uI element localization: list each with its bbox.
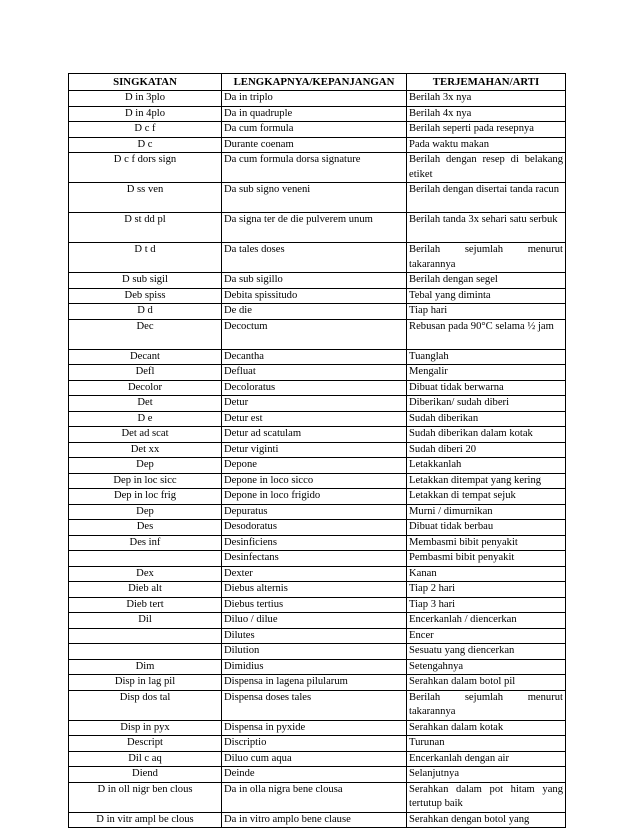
cell-abbreviation: D in oll nigr ben clous	[69, 782, 222, 812]
cell-abbreviation: D e	[69, 411, 222, 427]
table-row	[69, 767, 566, 783]
cell-translation: Tuanglah	[407, 349, 566, 365]
table-row	[69, 520, 566, 536]
cell-translation: Letakkan di tempat sejuk	[407, 489, 566, 505]
cell-translation: Tiap 3 hari	[407, 597, 566, 613]
cell-abbreviation: D t d	[69, 243, 222, 273]
cell-abbreviation: Dep	[69, 504, 222, 520]
cell-full-form: Discriptio	[222, 736, 407, 752]
cell-full-form: Dispensa in pyxide	[222, 720, 407, 736]
cell-abbreviation: Dieb tert	[69, 597, 222, 613]
cell-full-form: Da signa ter de die pulverem unum	[222, 213, 407, 243]
table-row	[69, 690, 566, 720]
cell-full-form: Diluo cum aqua	[222, 751, 407, 767]
cell-translation: Murni / dimurnikan	[407, 504, 566, 520]
cell-abbreviation: D c	[69, 137, 222, 153]
cell-full-form: Decantha	[222, 349, 407, 365]
table-row	[69, 582, 566, 598]
cell-translation: Berilah tanda 3x sehari satu serbuk	[407, 213, 566, 243]
cell-abbreviation: D in vitr ampl be clous	[69, 812, 222, 828]
cell-abbreviation: D in 4plo	[69, 106, 222, 122]
cell-translation: Pada waktu makan	[407, 137, 566, 153]
cell-translation: Letakkanlah	[407, 458, 566, 474]
cell-full-form: Da cum formula dorsa signature	[222, 153, 407, 183]
header-full-form: LENGKAPNYA/KEPANJANGAN	[222, 74, 407, 91]
cell-abbreviation	[69, 644, 222, 660]
cell-full-form: Decoctum	[222, 319, 407, 349]
table-row	[69, 137, 566, 153]
table-row	[69, 644, 566, 660]
cell-full-form: Diebus alternis	[222, 582, 407, 598]
cell-abbreviation: Disp in pyx	[69, 720, 222, 736]
table-header-row	[69, 74, 566, 91]
table-row	[69, 349, 566, 365]
cell-abbreviation: Deb spiss	[69, 288, 222, 304]
table-row	[69, 613, 566, 629]
cell-abbreviation: Det xx	[69, 442, 222, 458]
cell-translation: Berilah 3x nya	[407, 91, 566, 107]
cell-translation: Membasmi bibit penyakit	[407, 535, 566, 551]
cell-full-form: Detur	[222, 396, 407, 412]
cell-translation: Serahkan dalam kotak	[407, 720, 566, 736]
table-row	[69, 504, 566, 520]
cell-abbreviation: D in 3plo	[69, 91, 222, 107]
cell-full-form: Depone in loco sicco	[222, 473, 407, 489]
cell-full-form: Da in olla nigra bene clousa	[222, 782, 407, 812]
cell-translation: Serahkan dalam pot hitam yang tertutup baik	[407, 782, 566, 812]
cell-translation: Dibuat tidak berwarna	[407, 380, 566, 396]
table-row	[69, 782, 566, 812]
cell-full-form: Detur est	[222, 411, 407, 427]
cell-translation: Pembasmi bibit penyakit	[407, 551, 566, 567]
cell-abbreviation: Des	[69, 520, 222, 536]
cell-abbreviation: Dep	[69, 458, 222, 474]
cell-translation: Berilah sejumlah menurut takarannya	[407, 690, 566, 720]
table-row	[69, 812, 566, 828]
cell-translation: Berilah sejumlah menurut takarannya	[407, 243, 566, 273]
table-row	[69, 319, 566, 349]
cell-translation: Tiap hari	[407, 304, 566, 320]
table-row	[69, 365, 566, 381]
header-translation: TERJEMAHAN/ARTI	[407, 74, 566, 91]
cell-translation: Diberikan/ sudah diberi	[407, 396, 566, 412]
table-row	[69, 566, 566, 582]
cell-translation: Encerkanlah dengan air	[407, 751, 566, 767]
cell-translation: Tebal yang diminta	[407, 288, 566, 304]
cell-abbreviation: Decolor	[69, 380, 222, 396]
cell-translation: Turunan	[407, 736, 566, 752]
cell-abbreviation: Disp in lag pil	[69, 675, 222, 691]
cell-full-form: Da in vitro amplo bene clause	[222, 812, 407, 828]
cell-abbreviation: Dil c aq	[69, 751, 222, 767]
table-row	[69, 736, 566, 752]
table-row	[69, 489, 566, 505]
cell-abbreviation: D c f	[69, 122, 222, 138]
cell-abbreviation: Disp dos tal	[69, 690, 222, 720]
cell-translation: Berilah dengan segel	[407, 273, 566, 289]
cell-full-form: Depone in loco frigido	[222, 489, 407, 505]
cell-translation: Encerkanlah / diencerkan	[407, 613, 566, 629]
table-row	[69, 535, 566, 551]
table-row	[69, 628, 566, 644]
table-row	[69, 597, 566, 613]
cell-abbreviation: Dieb alt	[69, 582, 222, 598]
cell-abbreviation: Dil	[69, 613, 222, 629]
cell-abbreviation: Des inf	[69, 535, 222, 551]
cell-full-form: Dilution	[222, 644, 407, 660]
cell-full-form: Detur ad scatulam	[222, 427, 407, 443]
cell-abbreviation: Dec	[69, 319, 222, 349]
cell-full-form: Desinfectans	[222, 551, 407, 567]
cell-full-form: De die	[222, 304, 407, 320]
table-row	[69, 380, 566, 396]
cell-full-form: Defluat	[222, 365, 407, 381]
cell-abbreviation: Diend	[69, 767, 222, 783]
cell-translation: Serahkan dengan botol yang	[407, 812, 566, 828]
cell-full-form: Da cum formula	[222, 122, 407, 138]
table-row	[69, 106, 566, 122]
header-abbreviation: SINGKATAN	[69, 74, 222, 91]
cell-full-form: Da in quadruple	[222, 106, 407, 122]
cell-translation: Berilah dengan resep di belakang etiket	[407, 153, 566, 183]
cell-translation: Tiap 2 hari	[407, 582, 566, 598]
table-row	[69, 427, 566, 443]
abbreviation-table	[68, 73, 566, 828]
cell-full-form: Desinficiens	[222, 535, 407, 551]
cell-abbreviation: Decant	[69, 349, 222, 365]
cell-translation: Letakkan ditempat yang kering	[407, 473, 566, 489]
cell-translation: Setengahnya	[407, 659, 566, 675]
cell-abbreviation: Dep in loc sicc	[69, 473, 222, 489]
table-row	[69, 304, 566, 320]
table-row	[69, 411, 566, 427]
cell-translation: Selanjutnya	[407, 767, 566, 783]
cell-full-form: Dispensa in lagena pilularum	[222, 675, 407, 691]
cell-translation: Encer	[407, 628, 566, 644]
cell-abbreviation	[69, 628, 222, 644]
cell-abbreviation	[69, 551, 222, 567]
cell-full-form: Dispensa doses tales	[222, 690, 407, 720]
table-row	[69, 675, 566, 691]
cell-full-form: Depone	[222, 458, 407, 474]
cell-abbreviation: Descript	[69, 736, 222, 752]
table-row	[69, 273, 566, 289]
cell-abbreviation: Det ad scat	[69, 427, 222, 443]
cell-translation: Mengalir	[407, 365, 566, 381]
cell-translation: Berilah seperti pada resepnya	[407, 122, 566, 138]
cell-full-form: Diluo / dilue	[222, 613, 407, 629]
cell-full-form: Durante coenam	[222, 137, 407, 153]
cell-full-form: Deinde	[222, 767, 407, 783]
table-row	[69, 122, 566, 138]
cell-full-form: Dexter	[222, 566, 407, 582]
cell-full-form: Da sub signo veneni	[222, 183, 407, 213]
table-row	[69, 751, 566, 767]
table-row	[69, 551, 566, 567]
cell-full-form: Detur viginti	[222, 442, 407, 458]
cell-full-form: Diebus tertius	[222, 597, 407, 613]
cell-abbreviation: D sub sigil	[69, 273, 222, 289]
cell-abbreviation: Det	[69, 396, 222, 412]
cell-full-form: Debita spissitudo	[222, 288, 407, 304]
cell-full-form: Dimidius	[222, 659, 407, 675]
cell-abbreviation: D c f dors sign	[69, 153, 222, 183]
table-row	[69, 473, 566, 489]
cell-full-form: Da in triplo	[222, 91, 407, 107]
cell-full-form: Decoloratus	[222, 380, 407, 396]
cell-abbreviation: D st dd pl	[69, 213, 222, 243]
cell-translation: Rebusan pada 90°C selama ½ jam	[407, 319, 566, 349]
table-row	[69, 183, 566, 213]
cell-full-form: Da tales doses	[222, 243, 407, 273]
cell-translation: Serahkan dalam botol pil	[407, 675, 566, 691]
cell-abbreviation: Dim	[69, 659, 222, 675]
cell-translation: Sesuatu yang diencerkan	[407, 644, 566, 660]
cell-full-form: Depuratus	[222, 504, 407, 520]
table-row	[69, 288, 566, 304]
cell-translation: Sudah diberi 20	[407, 442, 566, 458]
cell-translation: Dibuat tidak berbau	[407, 520, 566, 536]
cell-abbreviation: Dep in loc frig	[69, 489, 222, 505]
cell-full-form: Dilutes	[222, 628, 407, 644]
table-row	[69, 659, 566, 675]
table-row	[69, 91, 566, 107]
table-row	[69, 213, 566, 243]
cell-abbreviation: Dex	[69, 566, 222, 582]
table-row	[69, 442, 566, 458]
cell-abbreviation: D d	[69, 304, 222, 320]
table-row	[69, 153, 566, 183]
cell-abbreviation: D ss ven	[69, 183, 222, 213]
cell-translation: Sudah diberikan dalam kotak	[407, 427, 566, 443]
table-row	[69, 458, 566, 474]
cell-translation: Berilah 4x nya	[407, 106, 566, 122]
cell-translation: Sudah diberikan	[407, 411, 566, 427]
table-row	[69, 720, 566, 736]
table-row	[69, 396, 566, 412]
cell-abbreviation: Defl	[69, 365, 222, 381]
cell-translation: Berilah dengan disertai tanda racun	[407, 183, 566, 213]
cell-full-form: Da sub sigillo	[222, 273, 407, 289]
cell-translation: Kanan	[407, 566, 566, 582]
table-row	[69, 243, 566, 273]
cell-full-form: Desodoratus	[222, 520, 407, 536]
